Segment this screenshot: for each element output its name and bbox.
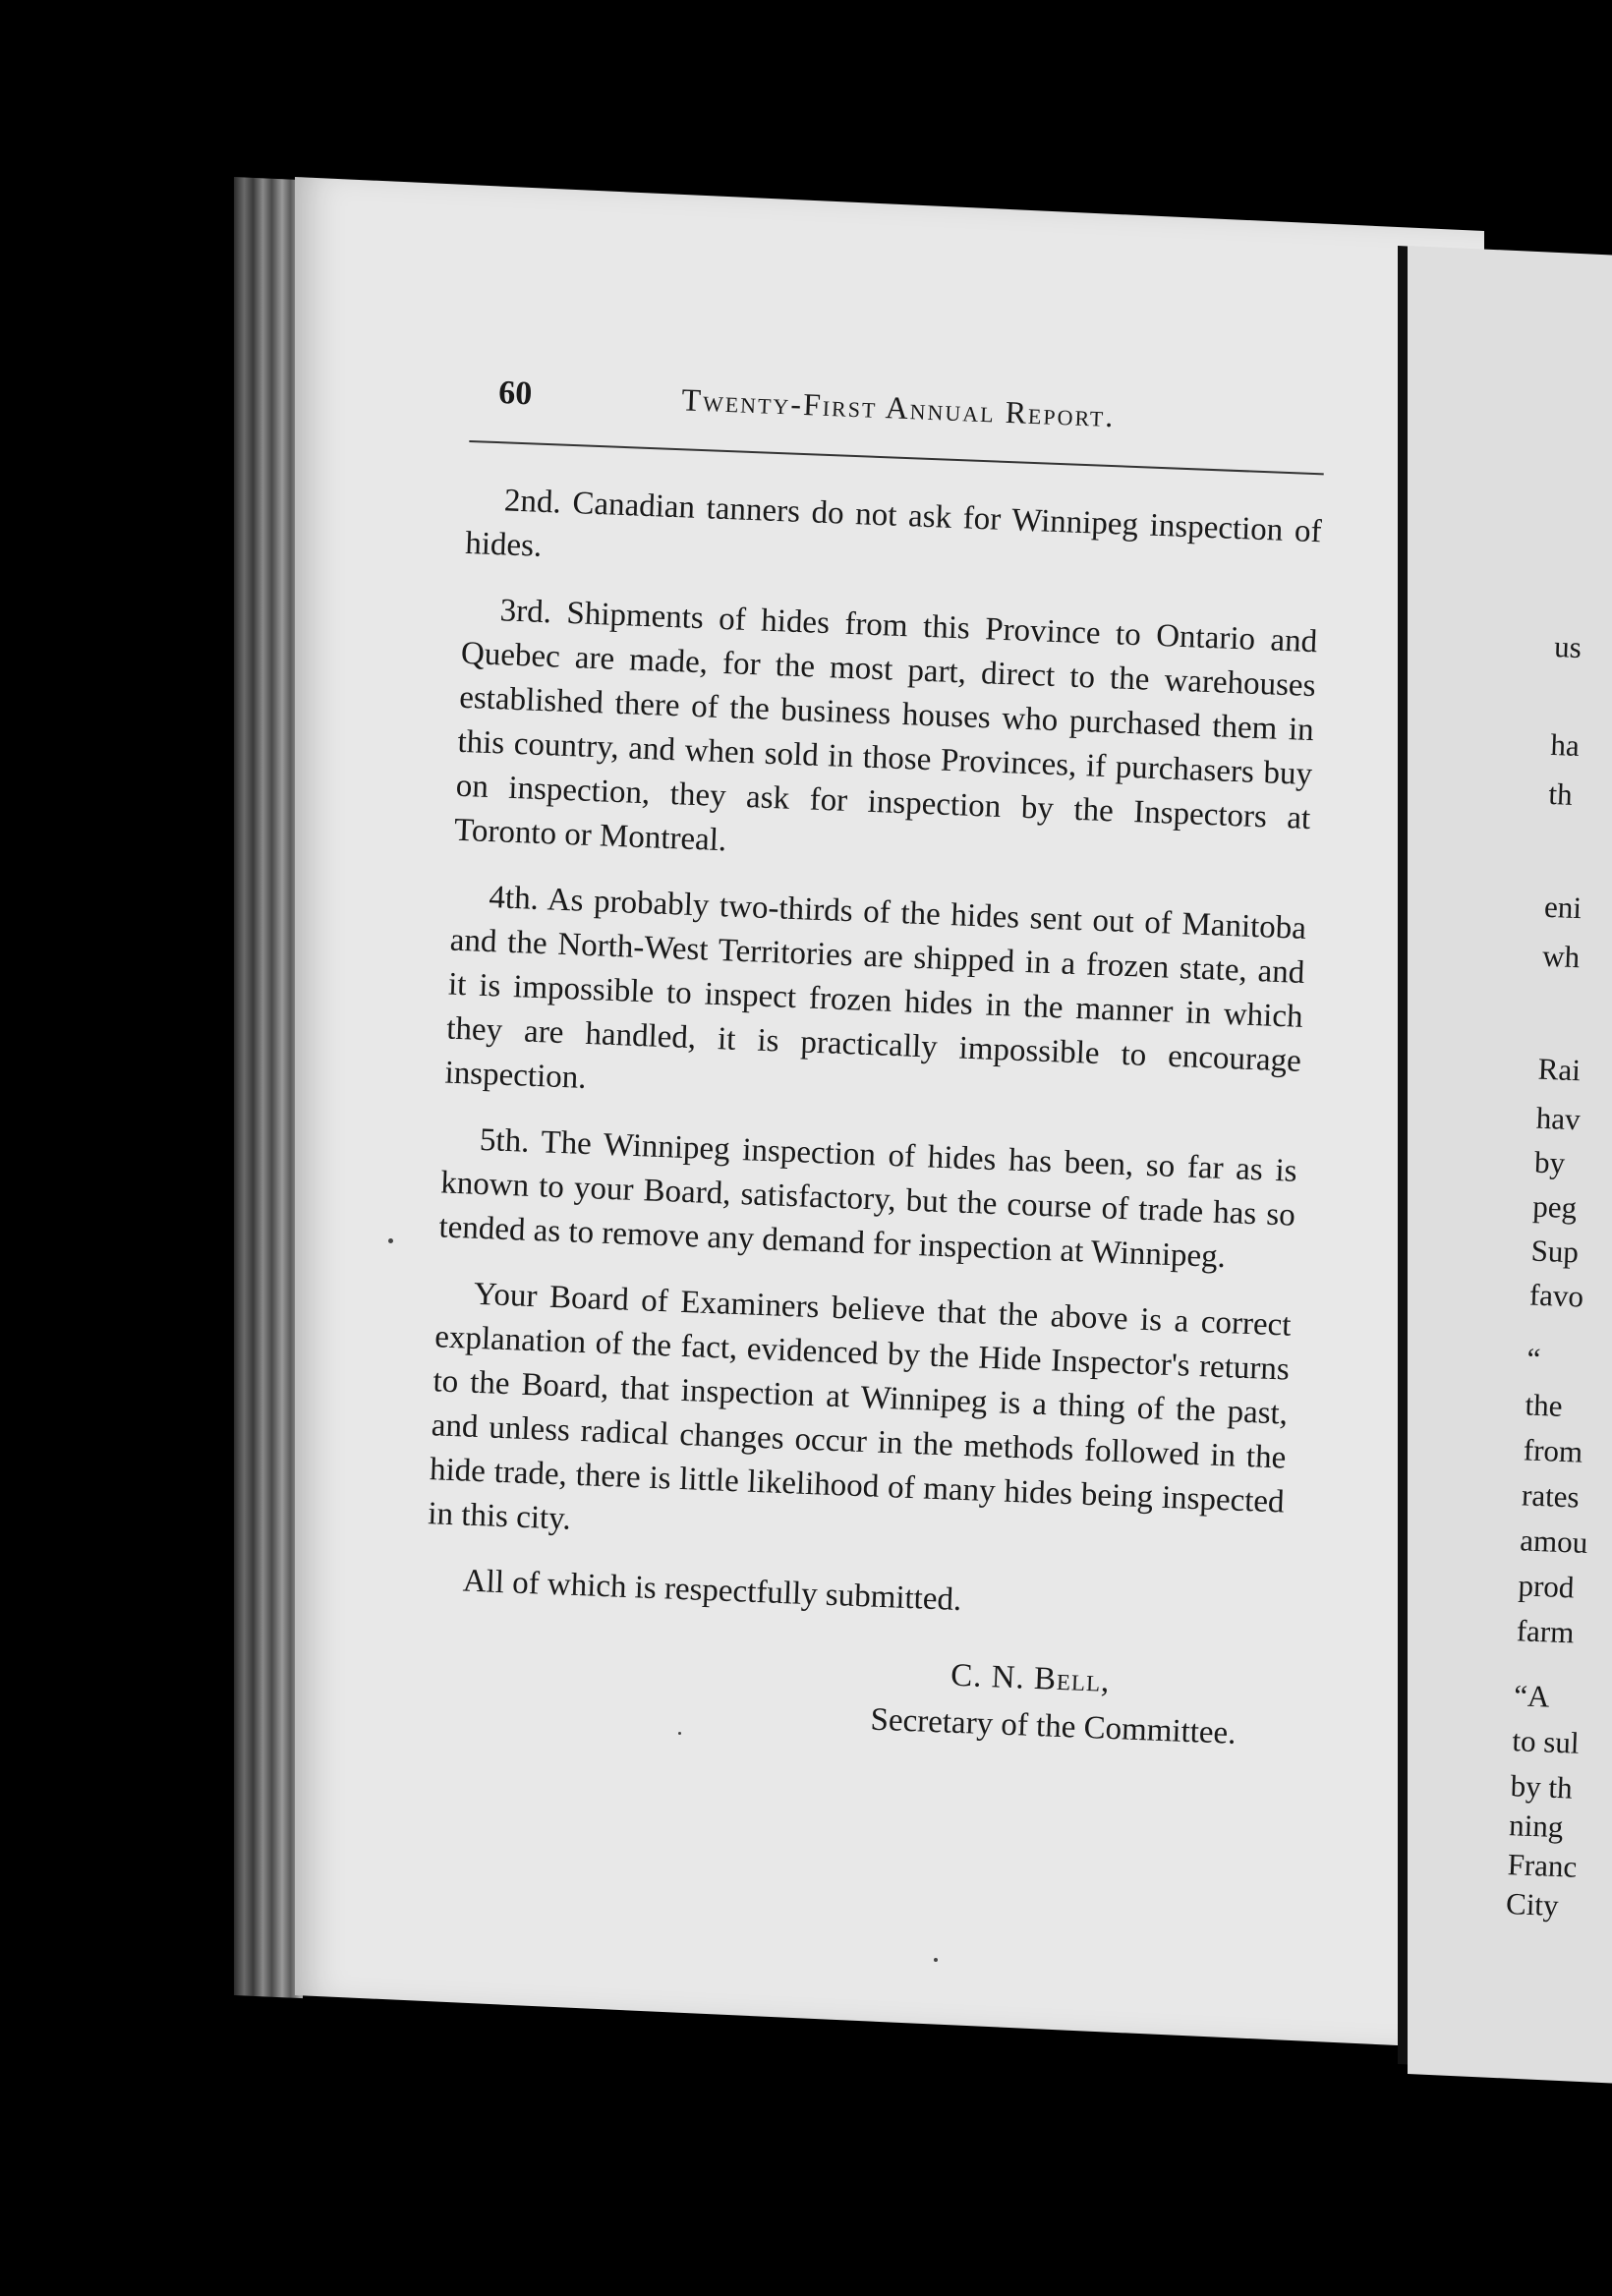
facing-fragment: rates — [1521, 1477, 1581, 1515]
page-content — [418, 373, 1326, 1801]
facing-fragment: Rai — [1537, 1051, 1582, 1088]
facing-fragment: hav — [1535, 1100, 1582, 1137]
signature-name: C. N. Bell, — [950, 1657, 1112, 1699]
facing-fragment: “A — [1513, 1678, 1551, 1714]
facing-fragment: from — [1523, 1432, 1583, 1469]
paragraph-conclusion: Your Board of Examiners believe that the above is a correct explanation of the fact, evidenced by the Hide Inspector's returns to the Board, that inspection at Winnipeg is a thing of the past, and unless radical changes occur in the methods followed in the hide trade, there is little likelihood of many hides being inspected in this city. — [427, 1276, 1293, 1537]
facing-fragment: by — [1533, 1144, 1566, 1180]
facing-fragment: peg — [1531, 1188, 1578, 1226]
running-head: Twenty-First Annual Report. — [680, 381, 1117, 434]
ink-speck — [934, 1958, 938, 1962]
page-stack-edge — [234, 177, 303, 1998]
facing-fragment: wh — [1541, 938, 1581, 975]
facing-fragment: Sup — [1530, 1233, 1580, 1270]
signature-title: Secretary of the Committee. — [869, 1701, 1238, 1751]
facing-fragment: “ — [1526, 1341, 1541, 1376]
page-body — [420, 478, 1322, 1758]
ink-speck — [678, 1732, 681, 1735]
facing-fragment: to sul — [1511, 1723, 1581, 1760]
ink-speck — [388, 1238, 393, 1243]
facing-fragment: the — [1525, 1387, 1564, 1423]
facing-fragment: farm — [1516, 1613, 1576, 1650]
facing-fragment: City — [1505, 1886, 1560, 1923]
paragraph-third: 3rd. Shipments of hides from this Province to Ontario and Quebec are made, for the most part, direct to the warehouses established there of the business houses who purchased them in this country, and when sold in those Provinces, if purchasers buy on inspection, they ask for inspection by the Inspectors at Toronto or Montreal. — [453, 593, 1318, 859]
gutter-edge — [1398, 246, 1408, 2064]
closing-line: All of which is respectfully submitted. — [462, 1563, 962, 1619]
facing-fragment: Franc — [1507, 1847, 1578, 1884]
facing-fragment: prod — [1517, 1568, 1576, 1605]
facing-fragment: us — [1553, 629, 1583, 665]
paragraph-second: 2nd. Canadian tanners do not ask for Winnipeg inspection of hides. — [464, 483, 1323, 564]
facing-fragment: th — [1547, 775, 1574, 812]
facing-fragment: ning — [1508, 1808, 1565, 1845]
paragraph-fourth: 4th. As probably two-thirds of the hides sent out of Manitoba and the North-West Territories are shipped in a frozen state, and it is impossible to inspect frozen hides in the manner in which they are handled, it is practically impossible to encourage inspection. — [443, 880, 1307, 1096]
facing-fragment: ha — [1549, 726, 1581, 764]
facing-fragment: amou — [1519, 1522, 1588, 1560]
paragraph-fifth: 5th. The Winnipeg inspection of hides has been, so far as is known to your Board, satisfactory, but the course of trade has so tended as to remove any demand for inspection at Winnipeg. — [437, 1121, 1298, 1276]
signature-block — [420, 1632, 1278, 1758]
facing-fragment: eni — [1543, 889, 1583, 926]
page-number: 60 — [497, 374, 533, 413]
facing-fragment: by th — [1510, 1768, 1574, 1806]
facing-fragment: favo — [1528, 1277, 1584, 1314]
